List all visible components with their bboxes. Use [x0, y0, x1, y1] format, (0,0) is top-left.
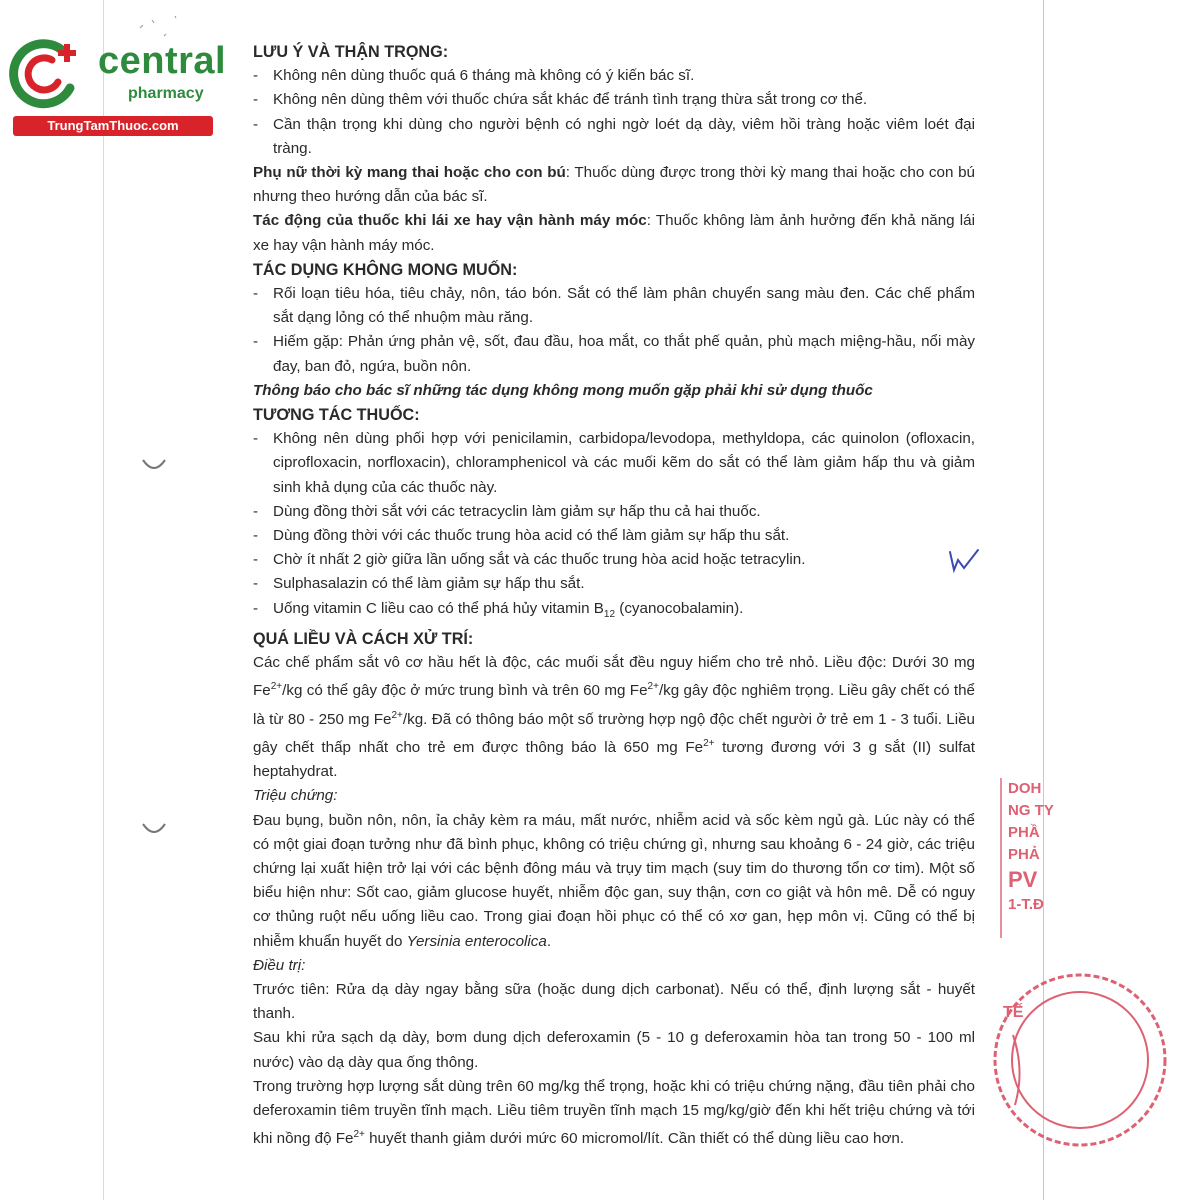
- pregnancy-paragraph: Phụ nữ thời kỳ mang thai hoặc cho con bú: Thuốc dùng được trong thời kỳ mang thai hoặc cho con bú nhưng theo hướng dẫn của bác sĩ.: [253, 164, 975, 206]
- symptoms-subheading: Triệu chứng:: [253, 787, 338, 805]
- company-stamp: DOH NG TY PHẦ PHẢ PV 1-T.Đ: [1000, 778, 1047, 938]
- list-item: - Uống vitamin C liều cao có thể phá hủy vitamin $B_{12}$ (cyanocobalamin).: [253, 599, 744, 620]
- logo-name: central: [98, 40, 227, 82]
- treatment-paragraph: Sau khi rửa sạch dạ dày, bơm dung dịch deferoxamin (5 - 10 g deferoxamin hòa tan trong 50 - 100 ml nước) vào dạ dày qua ống thông.: [253, 1029, 975, 1071]
- list-item: - Rối loạn tiêu hóa, tiêu chảy, nôn, táo bón. Sắt có thể làm phân chuyển sang màu đen. Các chế phẩm sắt dạng lỏng có thể nhuộm màu răng.: [253, 285, 975, 327]
- overdose-paragraph: Các chế phẩm sắt vô cơ hầu hết là độc, các muối sắt đều nguy hiểm cho trẻ nhỏ. Liều độc: Dưới 30 mg $Fe^{2+}/kg$ có thể gây độc ở mức trung bình và trên 60 mg $Fe^{2+}/kg$ gây độc nghiêm trọng. Liều gây chết có thể là từ 80 - 250 mg $Fe^{2+}/kg$. Đã có thông báo một số trường hợp ngộ độc chết người ở trẻ em 1 - 3 tuổi. Liều gây chết thấp nhất cho trẻ em được thông báo là 650 mg $Fe^{2+}$ tương đương với 3 g sắt (II) sulfat heptahydrat.: [253, 654, 976, 781]
- driving-paragraph: Tác động của thuốc khi lái xe hay vận hành máy móc: Thuốc không làm ảnh hưởng đến khả năng lái xe hay vận hành máy móc.: [253, 212, 975, 254]
- list-item: - Hiếm gặp: Phản ứng phản vệ, sốt, đau đầu, hoa mắt, co thắt phế quản, phù mạch miệng-hầu, nổi mày đay, ban đỏ, ngứa, buồn nôn.: [253, 333, 975, 375]
- punch-hole-icon: [141, 822, 167, 836]
- seal-text: TẾ: [1003, 1004, 1024, 1021]
- symptoms-paragraph: Đau bụng, buồn nôn, nôn, ỉa chảy kèm ra máu, mất nước, nhiễm acid và sốc kèm ngủ gà. Lúc này có thể có một giai đoạn tưởng như đã bình phục, không có triệu chứng gì, nhưng sau khoảng 6 - 24 giờ, các triệu chứng lại xuất hiện trở lại với các bệnh đông máu và trụy tim mạch (suy tim do thương tổn cơ tim). Một số biểu hiện như: Sốt cao, giảm glucose huyết, nhiễm độc gan, suy thận, cơn co giật và hôn mê. Dễ có nguy cơ thủng ruột nếu uống liều cao. Trong giai đoạn hồi phục có thể có xơ gan, hẹp môn vị. Cũng có thể bị nhiễm khuẩn huyết do Yersinia enterocolica.: [253, 811, 975, 950]
- punch-hole-icon: [141, 458, 167, 472]
- list-item: - Không nên dùng thuốc quá 6 tháng mà không có ý kiến bác sĩ.: [253, 67, 695, 85]
- section-heading-precautions: LƯU Ý VÀ THẬN TRỌNG:: [253, 43, 449, 61]
- central-pharmacy-logo[interactable]: [10, 36, 227, 136]
- logo-url-link[interactable]: TrungTamThuoc.com: [13, 116, 213, 136]
- logo-subtitle: pharmacy: [128, 85, 204, 102]
- list-item: - Dùng đồng thời với các thuốc trung hòa acid có thể làm giảm sự hấp thu sắt.: [253, 527, 790, 545]
- pharmacy-cross-logo-icon: [10, 36, 90, 116]
- list-item: - Sulphasalazin có thể làm giảm sự hấp thu sắt.: [253, 575, 585, 593]
- list-item: - Chờ ít nhất 2 giờ giữa lần uống sắt và các thuốc trung hòa acid hoặc tetracylin.: [253, 551, 806, 569]
- pen-scribble-icon: [130, 8, 190, 48]
- list-item: - Cần thận trọng khi dùng cho người bệnh có nghi ngờ loét dạ dày, viêm hồi tràng hoặc viêm loét đại tràng.: [253, 115, 975, 157]
- treatment-subheading: Điều trị:: [253, 956, 306, 974]
- round-seal-stamp: [985, 975, 1045, 1145]
- treatment-paragraph: Trong trường hợp lượng sắt dùng trên 60 mg/kg thể trọng, hoặc khi có triệu chứng nặng, đầu tiên phải cho deferoxamin tiêm truyền tĩnh mạch. Liều tiêm truyền tĩnh mạch 15 mg/kg/giờ đến khi hết triệu chứng và tới khi nồng độ $Fe^{2+}$ huyết thanh giảm dưới mức 60 micromol/lít. Cần thiết có thể dùng liều cao hơn.: [253, 1077, 975, 1148]
- list-item: - Dùng đồng thời sắt với các tetracyclin làm giảm sự hấp thu cả hai thuốc.: [253, 502, 761, 520]
- treatment-paragraph: Trước tiên: Rửa dạ dày ngay bằng sữa (hoặc dung dịch carbonat). Nếu có thể, định lượng sắt - huyết thanh.: [253, 980, 975, 1023]
- section-heading-side-effects: TÁC DỤNG KHÔNG MONG MUỐN:: [253, 260, 518, 279]
- document-content: [253, 40, 975, 1151]
- side-effects-notice: Thông báo cho bác sĩ những tác dụng không mong muốn gặp phải khi sử dụng thuốc: [253, 381, 873, 399]
- section-heading-interactions: TƯƠNG TÁC THUỐC:: [253, 406, 420, 425]
- list-item: - Không nên dùng thêm với thuốc chứa sắt khác để tránh tình trạng thừa sắt trong cơ thể.: [253, 91, 868, 109]
- section-heading-overdose: QUÁ LIỀU VÀ CÁCH XỬ TRÍ:: [253, 629, 474, 648]
- handwritten-check-icon: [944, 546, 984, 576]
- page-left-edge: [103, 0, 104, 1200]
- list-item: - Không nên dùng phối hợp với penicilamin, carbidopa/levodopa, methyldopa, các quinolon (ofloxacin, ciprofloxacin, norfloxacin), chloramphenicol và các muối kẽm do sắt có thể làm giảm hấp thu và giảm sinh khả dụng của các thuốc này.: [253, 430, 975, 496]
